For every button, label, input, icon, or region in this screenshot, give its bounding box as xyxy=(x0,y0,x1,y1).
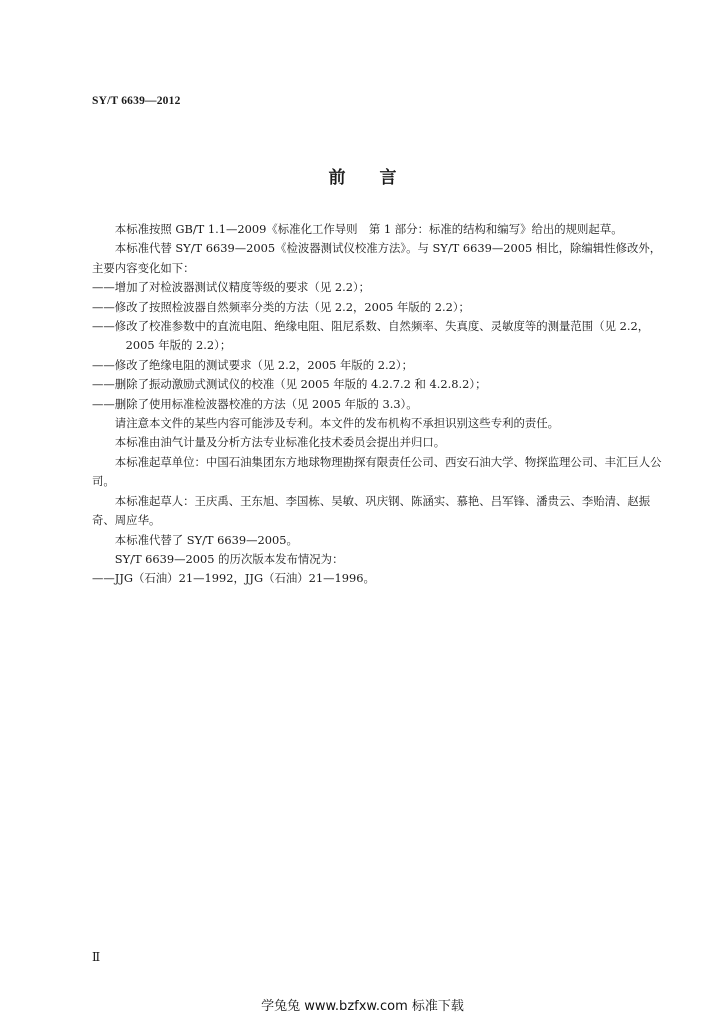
paragraph-history-intro: SY/T 6639—2005 的历次版本发布情况为： xyxy=(114,551,344,566)
change-item: ——增加了对检波器测试仪精度等级的要求（见 2.2）； xyxy=(92,280,371,295)
page-number: Ⅱ xyxy=(92,950,101,964)
paragraph-drafting-units: 本标准起草单位：中国石油集团东方地球物理勘探有限责任公司、西安石油大学、物探监理公司、丰汇巨人公司。 xyxy=(92,454,662,489)
document-body xyxy=(92,220,662,589)
history-item: ——JJG（石油）21—1992，JJG（石油）21—1996。 xyxy=(92,571,375,586)
paragraph-replacement: 本标准代替 SY/T 6639—2005《检波器测试仪校准方法》。与 SY/T 6639—2005 相比，除编辑性修改外，主要内容变化如下： xyxy=(92,241,662,275)
page-title xyxy=(0,163,725,188)
paragraph-replaces: 本标准代替了 SY/T 6639—2005。 xyxy=(114,532,298,547)
title-char-1: 前 xyxy=(328,168,346,188)
paragraph-patent-note: 请注意本文件的某些内容可能涉及专利。本文件的发布机构不承担识别这些专利的责任。 xyxy=(114,416,560,431)
change-item: ——删除了使用标准检波器校准的方法（见 2005 年版的 3.3）。 xyxy=(92,396,418,411)
change-item: ——修改了绝缘电阻的测试要求（见 2.2，2005 年版的 2.2）； xyxy=(92,357,413,372)
paragraph-drafting-rules: 本标准按照 GB/T 1.1—2009《标准化工作导则 第 1 部分：标准的结构和编写》给出的规则起草。 xyxy=(114,222,623,236)
title-char-2: 言 xyxy=(379,168,397,188)
watermark-text: 学兔兔 www.bzfxw.com 标准下载 xyxy=(261,999,464,1014)
change-item: ——修改了校准参数中的直流电阻、绝缘电阻、阻尼系数、自然频率、失真度、灵敏度等的测量范围（见 2.2，2005 年版的 2.2）； xyxy=(92,319,650,353)
change-item: ——删除了振动激励式测试仪的校准（见 2005 年版的 4.2.7.2 和 4.2.8.2）； xyxy=(92,377,487,392)
change-item: ——修改了按照检波器自然频率分类的方法（见 2.2，2005 年版的 2.2）； xyxy=(92,299,470,314)
paragraph-drafters: 本标准起草人：王庆禹、王东旭、李国栋、吴敏、巩庆钢、陈涵实、慕艳、吕军锋、潘贵云、李贻清、赵振奇、周应华。 xyxy=(92,493,651,528)
standard-code: SY/T 6639—2012 xyxy=(92,95,181,107)
paragraph-proposer: 本标准由油气计量及分析方法专业标准化技术委员会提出并归口。 xyxy=(114,435,446,450)
